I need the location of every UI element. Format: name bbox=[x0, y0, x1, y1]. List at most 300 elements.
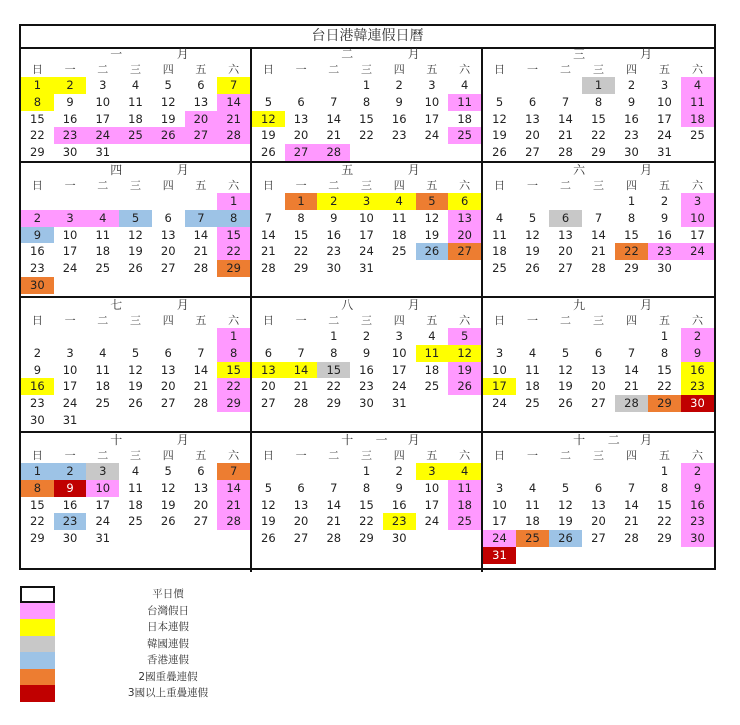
day-cell[interactable]: 19 bbox=[261, 514, 276, 529]
day-cell[interactable]: 16 bbox=[30, 244, 45, 259]
day-cell[interactable]: 13 bbox=[252, 362, 285, 379]
day-cell[interactable]: 25 bbox=[448, 127, 481, 144]
day-cell[interactable]: 24 bbox=[359, 244, 374, 259]
day-cell[interactable]: 30 bbox=[359, 396, 374, 411]
day-cell[interactable]: 10 bbox=[62, 362, 78, 377]
day-cell[interactable]: 8 bbox=[330, 345, 338, 360]
day-cell[interactable]: 22 bbox=[359, 514, 374, 529]
day-cell[interactable]: 1 bbox=[330, 329, 338, 343]
day-cell[interactable]: 4 bbox=[131, 78, 140, 92]
day-cell[interactable]: 21 bbox=[193, 244, 209, 259]
day-cell[interactable]: 8 bbox=[594, 94, 603, 109]
day-cell[interactable]: 14 bbox=[261, 227, 276, 242]
day-cell[interactable]: 13 bbox=[525, 111, 540, 126]
day-cell[interactable]: 26 bbox=[492, 145, 507, 160]
day-cell[interactable]: 11 bbox=[416, 345, 449, 362]
day-cell[interactable]: 29 bbox=[217, 260, 250, 277]
day-cell[interactable]: 2 bbox=[681, 463, 714, 480]
day-cell[interactable]: 2 bbox=[395, 78, 403, 92]
day-cell[interactable]: 7 bbox=[594, 210, 603, 225]
day-cell[interactable]: 26 bbox=[558, 396, 573, 411]
day-cell[interactable]: 2 bbox=[54, 463, 87, 480]
day-cell[interactable]: 18 bbox=[128, 111, 143, 126]
day-cell[interactable]: 28 bbox=[317, 144, 350, 161]
day-cell[interactable]: 4 bbox=[528, 480, 537, 495]
day-cell[interactable]: 8 bbox=[21, 94, 54, 111]
day-cell[interactable]: 14 bbox=[624, 497, 639, 512]
day-cell[interactable]: 3 bbox=[495, 345, 504, 360]
day-cell[interactable]: 11 bbox=[492, 227, 507, 242]
day-cell[interactable]: 27 bbox=[160, 261, 176, 276]
day-cell[interactable]: 5 bbox=[561, 480, 570, 495]
day-cell[interactable]: 2 bbox=[317, 193, 350, 210]
day-cell[interactable]: 1 bbox=[217, 193, 250, 210]
day-cell[interactable]: 17 bbox=[95, 497, 111, 512]
day-cell[interactable]: 5 bbox=[264, 94, 273, 109]
day-cell[interactable]: 16 bbox=[62, 111, 78, 126]
day-cell[interactable]: 1 bbox=[21, 463, 54, 480]
day-cell[interactable]: 2 bbox=[627, 78, 636, 92]
day-cell[interactable]: 24 bbox=[391, 379, 407, 394]
day-cell[interactable]: 14 bbox=[193, 362, 209, 377]
day-cell[interactable]: 28 bbox=[558, 145, 573, 160]
day-cell[interactable]: 28 bbox=[193, 261, 209, 276]
day-cell[interactable]: 17 bbox=[483, 378, 516, 395]
day-cell[interactable]: 21 bbox=[558, 128, 573, 143]
day-cell[interactable]: 12 bbox=[448, 345, 481, 362]
day-cell[interactable]: 17 bbox=[62, 379, 78, 394]
day-cell[interactable]: 27 bbox=[558, 261, 573, 276]
day-cell[interactable]: 18 bbox=[95, 379, 111, 394]
day-cell[interactable]: 4 bbox=[131, 464, 140, 478]
day-cell[interactable]: 18 bbox=[457, 111, 472, 126]
day-cell[interactable]: 11 bbox=[391, 210, 407, 225]
day-cell[interactable]: 12 bbox=[128, 362, 143, 377]
day-cell[interactable]: 18 bbox=[95, 244, 111, 259]
day-cell[interactable]: 20 bbox=[558, 244, 573, 259]
day-cell[interactable]: 25 bbox=[128, 514, 143, 529]
day-cell[interactable]: 17 bbox=[391, 362, 407, 377]
day-cell[interactable]: 13 bbox=[293, 497, 309, 512]
day-cell[interactable]: 11 bbox=[95, 362, 111, 377]
day-cell[interactable]: 11 bbox=[128, 94, 143, 109]
day-cell[interactable]: 5 bbox=[561, 345, 570, 360]
day-cell[interactable]: 17 bbox=[359, 227, 374, 242]
day-cell[interactable]: 13 bbox=[193, 480, 209, 495]
day-cell[interactable]: 31 bbox=[483, 547, 516, 564]
day-cell[interactable]: 22 bbox=[293, 244, 309, 259]
day-cell[interactable]: 23 bbox=[359, 379, 374, 394]
day-cell[interactable]: 19 bbox=[558, 514, 573, 529]
day-cell[interactable]: 2 bbox=[395, 464, 403, 478]
day-cell[interactable]: 30 bbox=[62, 531, 78, 546]
day-cell[interactable]: 29 bbox=[293, 261, 309, 276]
day-cell[interactable]: 4 bbox=[460, 78, 469, 92]
day-cell[interactable]: 5 bbox=[416, 193, 449, 210]
day-cell[interactable]: 15 bbox=[30, 497, 45, 512]
day-cell[interactable]: 6 bbox=[594, 480, 603, 495]
day-cell[interactable]: 16 bbox=[391, 111, 407, 126]
day-cell[interactable]: 19 bbox=[558, 379, 573, 394]
day-cell[interactable]: 31 bbox=[391, 396, 407, 411]
day-cell[interactable]: 26 bbox=[261, 531, 276, 546]
day-cell[interactable]: 14 bbox=[193, 227, 209, 242]
day-cell[interactable]: 16 bbox=[391, 497, 407, 512]
day-cell[interactable]: 20 bbox=[525, 128, 540, 143]
day-cell[interactable]: 22 bbox=[326, 379, 342, 394]
day-cell[interactable]: 23 bbox=[681, 378, 714, 395]
day-cell[interactable]: 3 bbox=[428, 78, 436, 92]
day-cell[interactable]: 18 bbox=[525, 514, 540, 529]
day-cell[interactable]: 3 bbox=[395, 329, 403, 343]
day-cell[interactable]: 8 bbox=[297, 210, 305, 225]
day-cell[interactable]: 23 bbox=[624, 128, 639, 143]
day-cell[interactable]: 17 bbox=[657, 111, 672, 126]
day-cell[interactable]: 6 bbox=[594, 345, 603, 360]
day-cell[interactable]: 19 bbox=[160, 111, 176, 126]
day-cell[interactable]: 20 bbox=[448, 227, 481, 244]
day-cell[interactable]: 3 bbox=[350, 193, 383, 210]
day-cell[interactable]: 26 bbox=[128, 396, 143, 411]
day-cell[interactable]: 25 bbox=[119, 127, 152, 144]
day-cell[interactable]: 24 bbox=[681, 243, 714, 260]
day-cell[interactable]: 12 bbox=[252, 111, 285, 128]
day-cell[interactable]: 1 bbox=[21, 77, 54, 94]
day-cell[interactable]: 23 bbox=[54, 513, 87, 530]
day-cell[interactable]: 4 bbox=[448, 463, 481, 480]
day-cell[interactable]: 30 bbox=[624, 145, 639, 160]
day-cell[interactable]: 7 bbox=[264, 210, 273, 225]
day-cell[interactable]: 5 bbox=[164, 78, 172, 92]
day-cell[interactable]: 7 bbox=[185, 210, 218, 227]
day-cell[interactable]: 2 bbox=[362, 329, 371, 343]
day-cell[interactable]: 13 bbox=[448, 210, 481, 227]
day-cell[interactable]: 21 bbox=[293, 379, 309, 394]
day-cell[interactable]: 28 bbox=[591, 261, 606, 276]
day-cell[interactable]: 29 bbox=[217, 395, 250, 412]
day-cell[interactable]: 6 bbox=[549, 210, 582, 227]
day-cell[interactable]: 23 bbox=[30, 261, 45, 276]
day-cell[interactable]: 14 bbox=[326, 111, 342, 126]
day-cell[interactable]: 10 bbox=[62, 227, 78, 242]
day-cell[interactable]: 12 bbox=[424, 210, 440, 225]
day-cell[interactable]: 15 bbox=[359, 111, 374, 126]
day-cell[interactable]: 15 bbox=[217, 227, 250, 244]
day-cell[interactable]: 23 bbox=[326, 244, 342, 259]
day-cell[interactable]: 30 bbox=[30, 412, 45, 427]
day-cell[interactable]: 9 bbox=[395, 94, 403, 109]
day-cell[interactable]: 4 bbox=[495, 210, 504, 225]
day-cell[interactable]: 16 bbox=[62, 497, 78, 512]
day-cell[interactable]: 26 bbox=[416, 243, 449, 260]
day-cell[interactable]: 13 bbox=[160, 227, 176, 242]
day-cell[interactable]: 22 bbox=[30, 128, 45, 143]
day-cell[interactable]: 30 bbox=[391, 531, 407, 546]
day-cell[interactable]: 10 bbox=[681, 210, 714, 227]
day-cell[interactable]: 24 bbox=[95, 514, 111, 529]
day-cell[interactable]: 22 bbox=[615, 243, 648, 260]
day-cell[interactable]: 11 bbox=[128, 480, 143, 495]
day-cell[interactable]: 14 bbox=[624, 362, 639, 377]
day-cell[interactable]: 26 bbox=[525, 261, 540, 276]
day-cell[interactable]: 21 bbox=[624, 379, 639, 394]
day-cell[interactable]: 8 bbox=[21, 480, 54, 497]
day-cell[interactable]: 15 bbox=[293, 227, 309, 242]
day-cell[interactable]: 20 bbox=[193, 497, 209, 512]
day-cell[interactable]: 12 bbox=[558, 362, 573, 377]
day-cell[interactable]: 20 bbox=[293, 128, 309, 143]
day-cell[interactable]: 7 bbox=[561, 94, 570, 109]
day-cell[interactable]: 31 bbox=[95, 145, 111, 160]
day-cell[interactable]: 9 bbox=[681, 480, 714, 497]
day-cell[interactable]: 12 bbox=[160, 480, 176, 495]
day-cell[interactable]: 7 bbox=[217, 463, 250, 480]
day-cell[interactable]: 29 bbox=[30, 145, 45, 160]
day-cell[interactable]: 8 bbox=[217, 210, 250, 227]
day-cell[interactable]: 10 bbox=[492, 497, 507, 512]
day-cell[interactable]: 4 bbox=[528, 345, 537, 360]
day-cell[interactable]: 27 bbox=[185, 127, 218, 144]
day-cell[interactable]: 20 bbox=[591, 514, 606, 529]
day-cell[interactable]: 8 bbox=[362, 480, 371, 495]
day-cell[interactable]: 21 bbox=[217, 497, 250, 514]
day-cell[interactable]: 11 bbox=[448, 94, 481, 111]
day-cell[interactable]: 5 bbox=[119, 210, 152, 227]
day-cell[interactable]: 25 bbox=[391, 244, 407, 259]
day-cell[interactable]: 3 bbox=[54, 210, 87, 227]
day-cell[interactable]: 17 bbox=[424, 111, 440, 126]
day-cell[interactable]: 15 bbox=[591, 111, 606, 126]
day-cell[interactable]: 23 bbox=[54, 127, 87, 144]
day-cell[interactable]: 13 bbox=[591, 362, 606, 377]
day-cell[interactable]: 28 bbox=[615, 395, 648, 412]
day-cell[interactable]: 1 bbox=[362, 464, 371, 478]
day-cell[interactable]: 27 bbox=[193, 514, 209, 529]
day-cell[interactable]: 4 bbox=[681, 77, 714, 94]
day-cell[interactable]: 9 bbox=[330, 210, 338, 225]
day-cell[interactable]: 19 bbox=[160, 497, 176, 512]
day-cell[interactable]: 12 bbox=[261, 497, 276, 512]
day-cell[interactable]: 8 bbox=[362, 94, 371, 109]
day-cell[interactable]: 30 bbox=[21, 277, 54, 294]
day-cell[interactable]: 29 bbox=[648, 395, 681, 412]
day-cell[interactable]: 26 bbox=[160, 514, 176, 529]
day-cell[interactable]: 22 bbox=[657, 514, 672, 529]
day-cell[interactable]: 28 bbox=[261, 261, 276, 276]
day-cell[interactable]: 9 bbox=[362, 345, 371, 360]
day-cell[interactable]: 9 bbox=[54, 480, 87, 497]
day-cell[interactable]: 26 bbox=[261, 145, 276, 160]
day-cell[interactable]: 3 bbox=[99, 78, 107, 92]
day-cell[interactable]: 18 bbox=[448, 497, 481, 514]
day-cell[interactable]: 3 bbox=[86, 463, 119, 480]
day-cell[interactable]: 7 bbox=[217, 77, 250, 94]
day-cell[interactable]: 10 bbox=[657, 94, 672, 109]
day-cell[interactable]: 2 bbox=[33, 345, 42, 360]
day-cell[interactable]: 7 bbox=[330, 94, 338, 109]
day-cell[interactable]: 21 bbox=[591, 244, 606, 259]
day-cell[interactable]: 18 bbox=[424, 362, 440, 377]
day-cell[interactable]: 5 bbox=[131, 345, 140, 360]
day-cell[interactable]: 17 bbox=[424, 497, 440, 512]
day-cell[interactable]: 19 bbox=[492, 128, 507, 143]
day-cell[interactable]: 21 bbox=[624, 514, 639, 529]
day-cell[interactable]: 4 bbox=[86, 210, 119, 227]
day-cell[interactable]: 10 bbox=[95, 94, 111, 109]
day-cell[interactable]: 6 bbox=[297, 480, 305, 495]
day-cell[interactable]: 24 bbox=[424, 128, 440, 143]
day-cell[interactable]: 27 bbox=[591, 396, 606, 411]
day-cell[interactable]: 1 bbox=[627, 194, 636, 208]
day-cell[interactable]: 8 bbox=[627, 210, 636, 225]
day-cell[interactable]: 14 bbox=[285, 362, 318, 379]
day-cell[interactable]: 20 bbox=[591, 379, 606, 394]
day-cell[interactable]: 24 bbox=[62, 396, 78, 411]
day-cell[interactable]: 10 bbox=[424, 94, 440, 109]
day-cell[interactable]: 14 bbox=[591, 227, 606, 242]
day-cell[interactable]: 3 bbox=[495, 480, 504, 495]
day-cell[interactable]: 20 bbox=[293, 514, 309, 529]
day-cell[interactable]: 25 bbox=[525, 396, 540, 411]
day-cell[interactable]: 30 bbox=[681, 530, 714, 547]
day-cell[interactable]: 4 bbox=[99, 345, 107, 360]
day-cell[interactable]: 22 bbox=[657, 379, 672, 394]
day-cell[interactable]: 29 bbox=[359, 531, 374, 546]
day-cell[interactable]: 14 bbox=[217, 480, 250, 497]
day-cell[interactable]: 15 bbox=[624, 227, 639, 242]
day-cell[interactable]: 3 bbox=[416, 463, 449, 480]
day-cell[interactable]: 4 bbox=[383, 193, 416, 210]
day-cell[interactable]: 19 bbox=[128, 244, 143, 259]
day-cell[interactable]: 20 bbox=[160, 379, 176, 394]
day-cell[interactable]: 29 bbox=[624, 261, 639, 276]
day-cell[interactable]: 2 bbox=[54, 77, 87, 94]
day-cell[interactable]: 25 bbox=[448, 513, 481, 530]
day-cell[interactable]: 28 bbox=[193, 396, 209, 411]
day-cell[interactable]: 2 bbox=[681, 328, 714, 345]
day-cell[interactable]: 9 bbox=[627, 94, 636, 109]
day-cell[interactable]: 25 bbox=[95, 396, 111, 411]
day-cell[interactable]: 16 bbox=[21, 378, 54, 395]
day-cell[interactable]: 16 bbox=[681, 362, 714, 379]
day-cell[interactable]: 11 bbox=[448, 480, 481, 497]
day-cell[interactable]: 6 bbox=[297, 94, 305, 109]
day-cell[interactable]: 1 bbox=[660, 464, 669, 478]
day-cell[interactable]: 19 bbox=[525, 244, 540, 259]
day-cell[interactable]: 27 bbox=[448, 243, 481, 260]
day-cell[interactable]: 13 bbox=[293, 111, 309, 126]
day-cell[interactable]: 7 bbox=[627, 480, 636, 495]
day-cell[interactable]: 26 bbox=[448, 378, 481, 395]
day-cell[interactable]: 18 bbox=[128, 497, 143, 512]
day-cell[interactable]: 25 bbox=[516, 530, 549, 547]
day-cell[interactable]: 23 bbox=[30, 396, 45, 411]
day-cell[interactable]: 9 bbox=[681, 345, 714, 362]
day-cell[interactable]: 3 bbox=[66, 345, 74, 360]
day-cell[interactable]: 11 bbox=[95, 227, 111, 242]
day-cell[interactable]: 5 bbox=[264, 480, 273, 495]
day-cell[interactable]: 25 bbox=[424, 379, 440, 394]
day-cell[interactable]: 17 bbox=[492, 514, 507, 529]
day-cell[interactable]: 7 bbox=[297, 345, 305, 360]
day-cell[interactable]: 30 bbox=[326, 261, 342, 276]
day-cell[interactable]: 6 bbox=[164, 210, 172, 225]
day-cell[interactable]: 1 bbox=[285, 193, 318, 210]
day-cell[interactable]: 25 bbox=[690, 128, 705, 143]
day-cell[interactable]: 28 bbox=[217, 513, 250, 530]
day-cell[interactable]: 29 bbox=[591, 145, 606, 160]
day-cell[interactable]: 3 bbox=[660, 78, 669, 92]
day-cell[interactable]: 5 bbox=[448, 328, 481, 345]
day-cell[interactable]: 18 bbox=[681, 111, 714, 128]
day-cell[interactable]: 30 bbox=[681, 395, 714, 412]
day-cell[interactable]: 17 bbox=[62, 244, 78, 259]
day-cell[interactable]: 18 bbox=[492, 244, 507, 259]
day-cell[interactable]: 1 bbox=[362, 78, 371, 92]
day-cell[interactable]: 15 bbox=[217, 362, 250, 379]
day-cell[interactable]: 19 bbox=[261, 128, 276, 143]
day-cell[interactable]: 28 bbox=[217, 127, 250, 144]
day-cell[interactable]: 17 bbox=[95, 111, 111, 126]
day-cell[interactable]: 21 bbox=[326, 514, 342, 529]
day-cell[interactable]: 27 bbox=[293, 531, 309, 546]
day-cell[interactable]: 31 bbox=[95, 531, 111, 546]
day-cell[interactable]: 5 bbox=[495, 94, 504, 109]
day-cell[interactable]: 12 bbox=[525, 227, 540, 242]
day-cell[interactable]: 14 bbox=[217, 94, 250, 111]
day-cell[interactable]: 28 bbox=[326, 531, 342, 546]
day-cell[interactable]: 1 bbox=[582, 77, 615, 94]
day-cell[interactable]: 18 bbox=[391, 227, 407, 242]
day-cell[interactable]: 28 bbox=[624, 531, 639, 546]
day-cell[interactable]: 23 bbox=[648, 243, 681, 260]
day-cell[interactable]: 10 bbox=[391, 345, 407, 360]
day-cell[interactable]: 25 bbox=[492, 261, 507, 276]
day-cell[interactable]: 31 bbox=[657, 145, 672, 160]
day-cell[interactable]: 26 bbox=[549, 530, 582, 547]
day-cell[interactable]: 11 bbox=[525, 362, 540, 377]
day-cell[interactable]: 15 bbox=[657, 362, 672, 377]
day-cell[interactable]: 10 bbox=[492, 362, 507, 377]
day-cell[interactable]: 18 bbox=[525, 379, 540, 394]
day-cell[interactable]: 23 bbox=[391, 128, 407, 143]
day-cell[interactable]: 13 bbox=[193, 94, 209, 109]
day-cell[interactable]: 8 bbox=[217, 345, 250, 362]
day-cell[interactable]: 27 bbox=[261, 396, 276, 411]
day-cell[interactable]: 24 bbox=[86, 127, 119, 144]
day-cell[interactable]: 8 bbox=[660, 345, 669, 360]
day-cell[interactable]: 27 bbox=[285, 144, 318, 161]
day-cell[interactable]: 21 bbox=[326, 128, 342, 143]
day-cell[interactable]: 11 bbox=[525, 497, 540, 512]
day-cell[interactable]: 20 bbox=[261, 379, 276, 394]
day-cell[interactable]: 11 bbox=[681, 94, 714, 111]
day-cell[interactable]: 31 bbox=[359, 261, 374, 276]
day-cell[interactable]: 2 bbox=[21, 210, 54, 227]
day-cell[interactable]: 29 bbox=[326, 396, 342, 411]
day-cell[interactable]: 8 bbox=[660, 480, 669, 495]
day-cell[interactable]: 12 bbox=[128, 227, 143, 242]
day-cell[interactable]: 25 bbox=[95, 261, 111, 276]
day-cell[interactable]: 13 bbox=[160, 362, 176, 377]
day-cell[interactable]: 6 bbox=[197, 78, 205, 92]
day-cell[interactable]: 13 bbox=[591, 497, 606, 512]
day-cell[interactable]: 16 bbox=[359, 362, 374, 377]
day-cell[interactable]: 13 bbox=[558, 227, 573, 242]
day-cell[interactable]: 24 bbox=[483, 530, 516, 547]
day-cell[interactable]: 24 bbox=[62, 261, 78, 276]
day-cell[interactable]: 21 bbox=[217, 111, 250, 128]
